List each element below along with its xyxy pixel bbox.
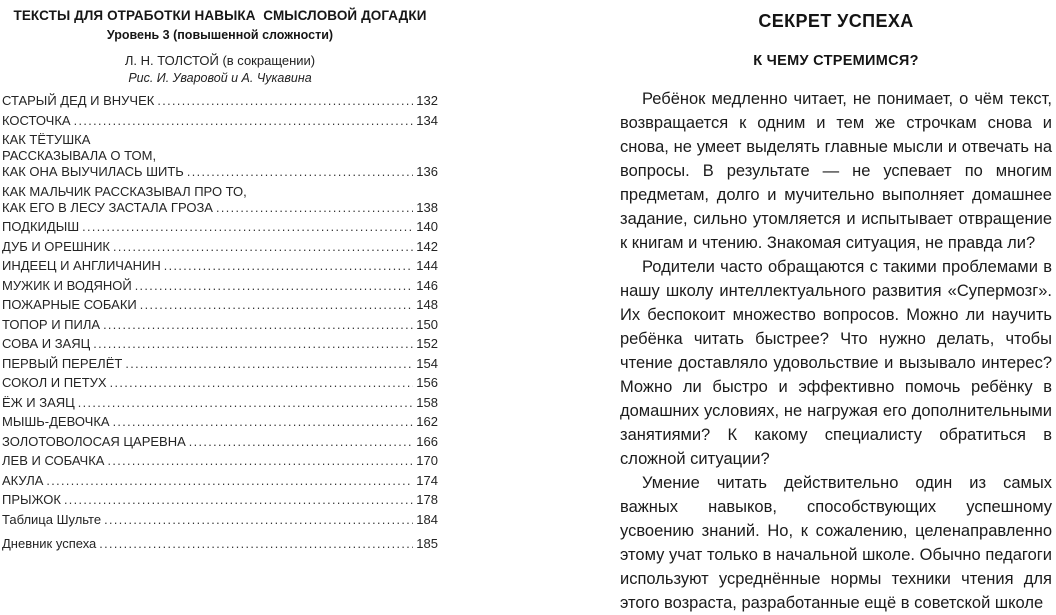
toc-entry [2,239,438,255]
toc-section-title: ТЕКСТЫ ДЛЯ ОТРАБОТКИ НАВЫКА СМЫСЛОВОЙ ДОГАДКИ [13,8,427,23]
toc-page-number: 136 [416,164,438,179]
toc-page-number: 170 [416,453,438,468]
toc-entry [2,512,438,528]
toc-dot-leader [140,297,414,313]
toc-page-number: 150 [416,316,438,332]
toc-entry-title: СТАРЫЙ ДЕД И ВНУЧЕК [2,93,155,108]
toc-dot-leader [187,164,413,180]
toc-page-number: 185 [416,536,438,551]
toc-entry-row [2,278,438,294]
toc-entry [2,278,438,294]
toc-entry-row [2,297,438,313]
toc-page-number: 156 [416,375,438,390]
toc-entry-row [2,492,438,508]
toc-entry-title: ПЕРВЫЙ ПЕРЕЛЁТ [2,355,123,371]
toc-entry-title: ПОДКИДЫШ [2,219,80,234]
toc-illustrators: Рис. И. Уваровой и А. Чукавина [128,71,312,85]
toc-page-number: 148 [416,297,438,312]
toc-entry-title: СОКОЛ И ПЕТУХ [2,375,107,390]
toc-entry-title: ЛЕВ И СОБАЧКА [2,453,105,468]
toc-entry [2,258,438,274]
toc-entry-title: ЗОЛОТОВОЛОСАЯ ЦАРЕВНА [2,433,186,449]
toc-author: Л. Н. ТОЛСТОЙ (в сокращении) [124,53,316,68]
toc-page-number: 134 [416,112,438,128]
toc-dot-leader [82,219,413,235]
toc-entry-row [2,434,438,450]
toc-page-number: 138 [416,199,438,215]
toc-entry-title: Таблица Шульте [2,512,102,527]
toc-dot-leader [64,492,413,508]
toc-page-number: 132 [416,93,438,108]
toc-dot-leader [189,434,414,450]
toc-entry [2,219,438,235]
toc-entry-row [2,453,438,469]
toc-entry-row [2,414,438,430]
toc-entry-title: ПРЫЖОК [2,492,61,507]
toc-entry [2,473,438,489]
toc-entry [2,113,438,129]
toc-section-subtitle: Уровень 3 (повышенной сложности) [106,28,334,42]
toc-entry [2,184,438,216]
toc-entry-title: МЫШЬ-ДЕВОЧКА [2,414,110,429]
toc-entry [2,356,438,372]
toc-dot-leader [164,258,414,274]
toc-dot-leader [93,336,413,352]
toc-dot-leader [104,512,413,528]
toc-entry-row [2,356,438,372]
toc-dot-leader [113,414,414,430]
toc-entry-title: ДУБ И ОРЕШНИК [2,238,110,254]
toc-page-number: 152 [416,336,438,351]
toc-entry [2,434,438,450]
toc-page [2,8,438,560]
toc-entry [2,375,438,391]
toc-entry [2,492,438,508]
toc-entry-row [2,512,438,528]
toc-entry [2,317,438,333]
toc-dot-leader [110,375,414,391]
toc-entry [2,132,438,180]
toc-dot-leader [216,200,413,216]
toc-dot-leader [157,93,413,109]
toc-entry [2,453,438,469]
toc-entry-row [2,317,438,333]
toc-entry-title: КОСТОЧКА [2,112,71,128]
toc-page-number: 184 [416,512,438,527]
chapter-title: СЕКРЕТ УСПЕХА [758,11,914,31]
toc-entry-row [2,336,438,352]
toc-page-number: 174 [416,472,438,488]
toc-page-number: 140 [416,219,438,234]
toc-dot-leader [135,278,414,294]
toc-page-number: 142 [416,238,438,254]
toc-dot-leader [113,239,413,255]
toc-entry-row [2,219,438,235]
toc-dot-leader [99,536,413,552]
toc-entry [2,414,438,430]
toc-page-number: 162 [416,414,438,429]
toc-entry-title: ТОПОР И ПИЛА [2,316,101,332]
toc-entry-row [2,473,438,489]
toc-page-number: 178 [416,492,438,507]
toc-entry-title: ЁЖ И ЗАЯЦ [2,394,75,410]
toc-entry [2,93,438,109]
toc-list [2,93,438,508]
toc-entry-row [2,93,438,109]
toc-page-number: 146 [416,277,438,293]
toc-dot-leader [46,473,413,489]
toc-page-number: 144 [416,258,438,273]
toc-dot-leader [78,395,414,411]
toc-page-number: 158 [416,394,438,410]
toc-entry-line: РАССКАЗЫВАЛА О ТОМ, [2,148,157,163]
toc-entry [2,395,438,411]
chapter-subtitle: К ЧЕМУ СТРЕМИМСЯ? [753,53,919,69]
chapter-page [620,10,1052,615]
toc-dot-leader [103,317,413,333]
toc-dot-leader [74,113,414,129]
toc-entry [2,536,438,552]
toc-entry-title: Дневник успеха [2,536,97,551]
toc-entry-row [2,536,438,552]
toc-entry-title: КАК ЕГО В ЛЕСУ ЗАСТАЛА ГРОЗА [2,199,213,215]
toc-entry-title: КАК ОНА ВЫУЧИЛАСЬ ШИТЬ [2,164,184,179]
toc-footer-list [2,512,438,552]
toc-page-number: 166 [416,433,438,449]
toc-entry [2,336,438,352]
toc-entry-row [2,164,438,180]
toc-entry-row [2,258,438,274]
toc-entry-title: МУЖИК И ВОДЯНОЙ [2,277,132,293]
toc-page-number: 154 [416,355,438,371]
toc-entry-row [2,239,438,255]
chapter-body [620,87,1052,615]
chapter-paragraph: Родители часто обращаются с такими проблемами в нашу школу интеллектуального развития «Супермозг». Их беспокоит множество вопросов. Можно ли научить ребёнка читать быстрее? Что нужно делать, чтобы чтение доставляло удовольствие и вызывало интерес? Можно ли быстро и эффективно помочь ребёнку в домашних условиях, не нагружая его дополнительными занятиями? К какому специалисту обратиться в сложной ситуации? [620,258,1052,468]
toc-dot-leader [125,356,413,372]
toc-entry-row [2,113,438,129]
toc-entry-title: ИНДЕЕЦ И АНГЛИЧАНИН [2,258,161,273]
toc-entry-row [2,375,438,391]
toc-entry-title: ПОЖАРНЫЕ СОБАКИ [2,297,137,312]
toc-entry-row [2,200,438,216]
toc-entry-line: КАК МАЛЬЧИК РАССКАЗЫВАЛ ПРО ТО, [2,183,247,199]
chapter-paragraph: Ребёнок медленно читает, не понимает, о чём текст, возвращается к одним и тем же строчкам снова и снова, не умеет выделять главные мысли и отвечать на вопросы. В результате — не успевает по многим предметам, долго и мучительно выполняет домашнее задание, сильно утомляется и испытывает отвращение к книгам и чтению. Знакомая ситуация, не правда ли? [620,90,1052,252]
toc-entry [2,297,438,313]
chapter-paragraph: Умение читать действительно один из самых важных навыков, способствующих успешному усвоению знаний. Но, к сожалению, целенаправленно этому учат только в начальной школе. Обычно педагоги используют усреднённые нормы техники чтения для этого возраста, разработанные ещё в советской школе [620,474,1052,612]
toc-entry-row [2,395,438,411]
toc-entry-title: СОВА И ЗАЯЦ [2,336,91,351]
toc-entry-line: КАК ТЁТУШКА [2,132,91,147]
toc-entry-title: АКУЛА [2,472,44,488]
toc-dot-leader [107,453,413,469]
